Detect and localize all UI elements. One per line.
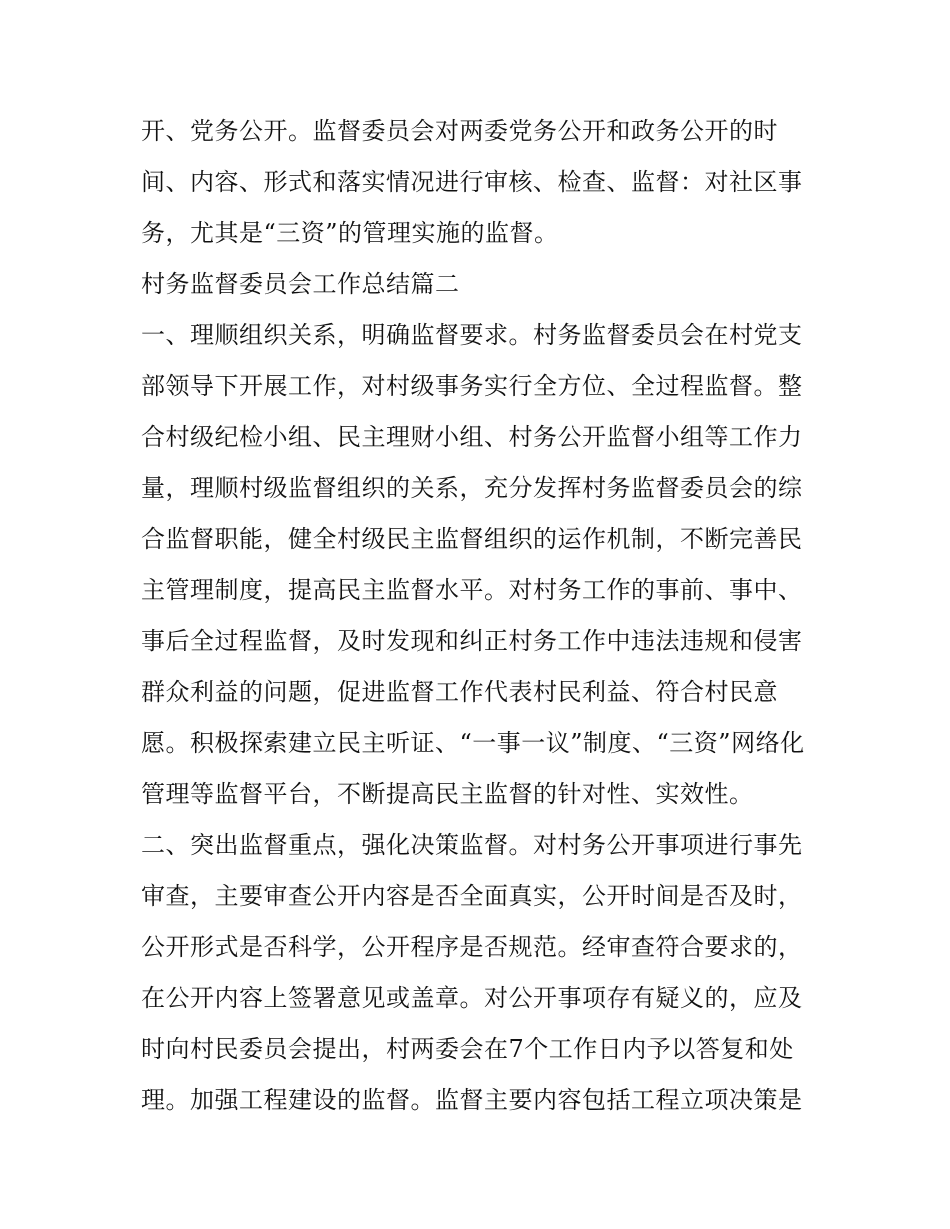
text-line: 一、理顺组织关系，明确监督要求。村务监督委员会在村党支 (141, 321, 803, 349)
document-body (141, 106, 821, 1126)
section-heading: 村务监督委员会工作总结篇二 (141, 270, 460, 298)
text-line: 间、内容、形式和落实情况进行审核、检查、监督：对社区事 (141, 168, 803, 196)
text-line: 公开形式是否科学，公开程序是否规范。经审查符合要求的， (141, 933, 803, 961)
text-line: 合村级纪检小组、民主理财小组、村务公开监督小组等工作力 (141, 423, 803, 451)
text-line: 量，理顺村级监督组织的关系，充分发挥村务监督委员会的综 (141, 474, 803, 502)
text-line: 管理等监督平台，不断提高民主监督的针对性、实效性。 (141, 780, 754, 808)
text-line: 时向村民委员会提出，村两委会在7个工作日内予以答复和处 (141, 1035, 794, 1063)
text-line: 务，尤其是“三资”的管理实施的监督。 (141, 219, 559, 247)
text-line: 开、党务公开。监督委员会对两委党务公开和政务公开的时 (141, 117, 778, 145)
text-line: 二、突出监督重点，强化决策监督。对村务公开事项进行事先 (141, 831, 803, 859)
text-line: 理。加强工程建设的监督。监督主要内容包括工程立项决策是 (141, 1086, 803, 1114)
text-line: 审查，主要审查公开内容是否全面真实，公开时间是否及时， (141, 882, 803, 910)
text-line: 部领导下开展工作，对村级事务实行全方位、全过程监督。整 (141, 372, 803, 400)
text-line: 合监督职能，健全村级民主监督组织的运作机制，不断完善民 (141, 525, 803, 553)
text-line: 事后全过程监督，及时发现和纠正村务工作中违法违规和侵害 (141, 627, 803, 655)
text-line: 主管理制度，提高民主监督水平。对村务工作的事前、事中、 (141, 576, 803, 604)
text-line: 群众利益的问题，促进监督工作代表村民利益、符合村民意 (141, 678, 778, 706)
text-line: 愿。积极探索建立民主听证、“一事一议”制度、“三资”网络化 (141, 729, 805, 757)
text-line: 在公开内容上签署意见或盖章。对公开事项存有疑义的，应及 (141, 984, 803, 1012)
